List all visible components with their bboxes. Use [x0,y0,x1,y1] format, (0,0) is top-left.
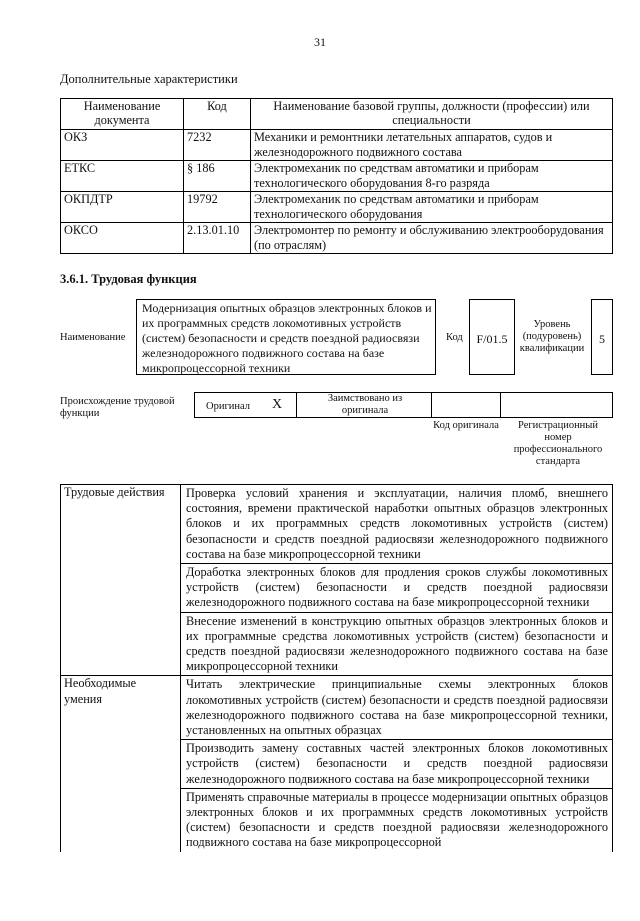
row-doc: ЕТКС [61,161,184,192]
name-label: Наименование [60,332,126,343]
row-doc: ОКЗ [61,130,184,161]
row-doc: ОКСО [61,223,184,254]
action-item: Проверка условий хранения и эксплуатации, наличия пломб, внешнего состояния, времени практической наработки опытных образцов электронных блоков и их программных средств локомотивных устройств (систем) безопасности и средств поездной радиосвязи железнодорожного подвижного состава на базе микропроцессорной техники [181,485,613,564]
origin-divider [500,392,501,418]
borrowed-label: Заимствовано из оригинала [327,393,403,416]
action-item: Внесение изменений в конструкцию опытных образцов электронных блоков и их программные средства локомотивных устройств (систем) безопасности и средств поездной радиосвязи железнодорожного подвижного состава на базе микропроцессорной техники [181,612,613,676]
function-code-box: F/01.5 [469,299,515,375]
table-row [61,485,613,564]
table-row [61,223,613,254]
row-code: 2.13.01.10 [184,223,251,254]
origin-divider [431,392,432,418]
reg-number-label: Регистрационный номер профессионального стандарта [513,420,603,467]
page-number: 31 [314,35,326,49]
skill-item: Производить замену составных частей электронных блоков локомотивных устройств (систем) безопасности и средств поездной радиосвязи железнодорожного подвижного состава на базе микропроцессорной техники [181,740,613,789]
header-name: Наименование базовой группы, должности (профессии) или специальности [251,99,613,130]
additional-title: Дополнительные характеристики [60,72,238,86]
skill-item: Применять справочные материалы в процессе модернизации опытных образцов электронных блоков и их программных средств локомотивных устройств (систем) безопасности и средств поездной радиосвязи железнодорожного подвижного состава на базе микропроцессорной [181,788,613,851]
row-name: Механики и ремонтники летательных аппаратов, судов и железнодорожного подвижного состава [251,130,613,161]
code-label: Код [446,332,463,343]
row-doc: ОКПДТР [61,192,184,223]
action-item: Доработка электронных блоков для продления сроков службы локомотивных устройств (систем) безопасности и средств поездной радиосвязи железнодорожного подвижного состава на базе микропроцессорной техники [181,564,613,613]
function-heading: 3.6.1. Трудовая функция [60,272,197,286]
table-row [61,192,613,223]
skill-item: Читать электрические принципиальные схемы электронных блоков локомотивных устройств (систем) безопасности и средств поездной радиосвязи железнодорожного подвижного состава на базе микропроцессорной техники, установленных на опытных образцах [181,676,613,740]
level-value-box: 5 [591,299,613,375]
original-mark: X [272,397,283,412]
table-row [61,676,613,740]
table-row [61,130,613,161]
origin-divider [296,392,297,418]
function-name-box: Модернизация опытных образцов электронных блоков и их программных средств локомотивных устройств (систем) безопасности и средств поездной радиосвязи железнодорожного подвижного состава на базе микропроцессорной техники [136,299,436,375]
original-label: Оригинал [206,401,250,412]
code-original-label: Код оригинала [433,420,499,431]
row-name: Электромонтер по ремонту и обслуживанию электрооборудования (по отраслям) [251,223,613,254]
additional-table [60,98,613,254]
header-code: Код [184,99,251,130]
origin-label: Происхождение трудовой функции [60,396,175,419]
skills-label: Необходимые умения [61,676,181,852]
row-code: § 186 [184,161,251,192]
row-code: 19792 [184,192,251,223]
row-name: Электромеханик по средствам автоматики и приборам технологического оборудования 8-го разряда [251,161,613,192]
actions-label: Трудовые действия [61,485,181,676]
table-row [61,161,613,192]
function-details-table [60,484,613,852]
row-name: Электромеханик по средствам автоматики и приборам технологического оборудования [251,192,613,223]
header-doc: Наименование документа [61,99,184,130]
table-header-row [61,99,613,130]
row-code: 7232 [184,130,251,161]
level-label: Уровень (подуровень) квалификации [519,319,585,354]
